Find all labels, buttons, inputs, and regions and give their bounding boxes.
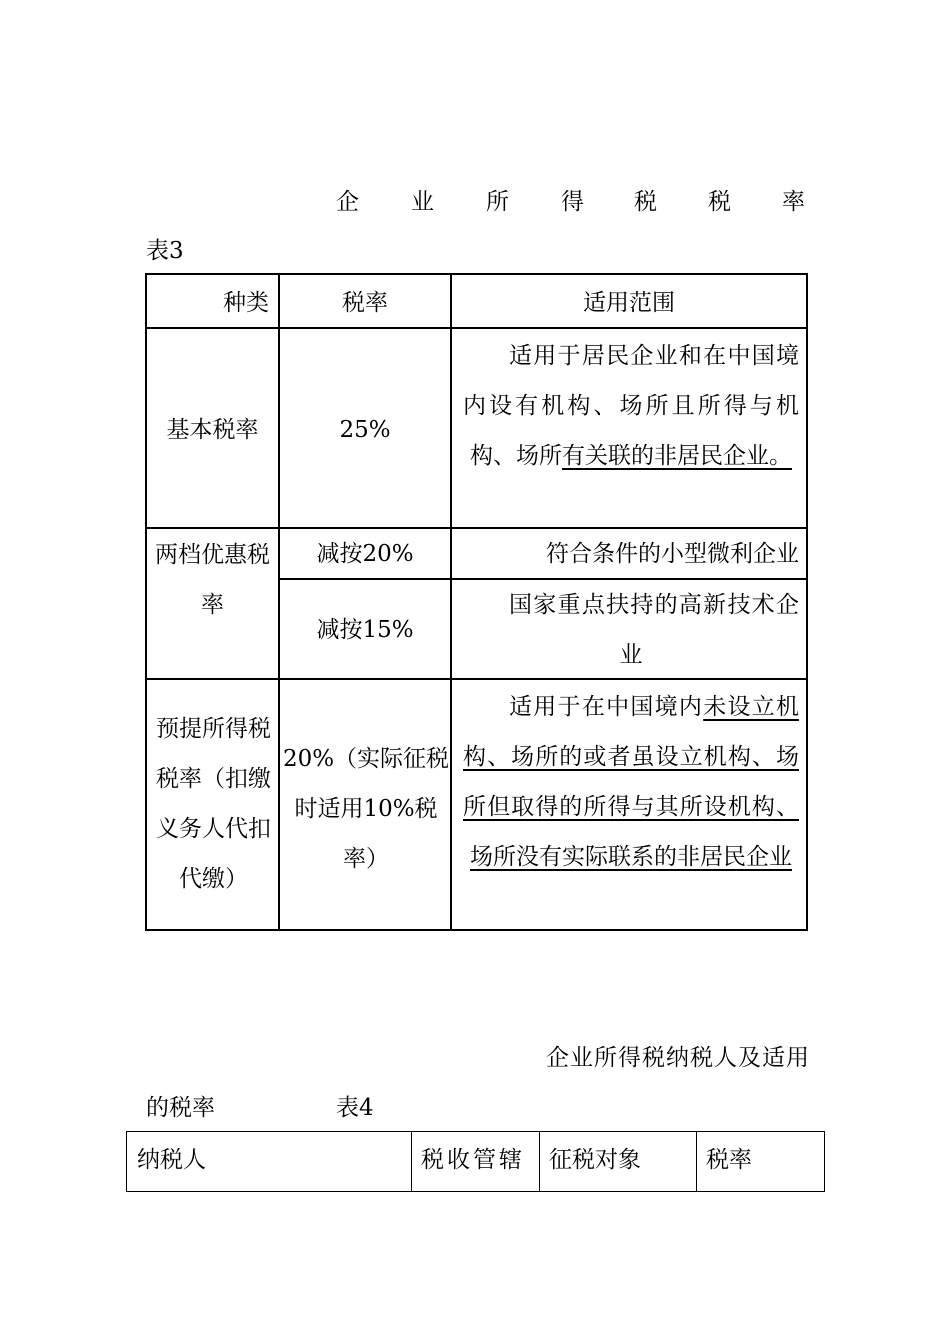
row2a-rate: 减按20% xyxy=(316,541,414,567)
row1-scope-underlined: 有关联的非居民企业。 xyxy=(562,443,792,469)
row1-scope-text: 适用于居民企业和在中国境内设有机构、场所且所得与机构、场所 xyxy=(463,343,799,469)
table3-title-char: 得 xyxy=(561,189,584,215)
row3-scope-underlined: 未设立机构、场所的或者虽设立机构、场所但取得的所得与其所设机构、场所没有实际联系的非居民企业 xyxy=(463,694,800,870)
header-tax-object: 征税对象 xyxy=(549,1147,641,1173)
table3-title-char: 税 xyxy=(708,189,731,215)
row1-scope xyxy=(463,331,799,481)
header-scope: 适用范围 xyxy=(583,290,675,316)
header-rate: 税率 xyxy=(706,1147,752,1173)
tax-rate-table xyxy=(145,273,808,931)
table3-title-char: 所 xyxy=(486,189,509,215)
column-divider xyxy=(278,275,280,929)
header-taxpayer: 纳税人 xyxy=(137,1147,206,1173)
row2b-rate: 减按15% xyxy=(316,617,414,643)
table4-label: 表4 xyxy=(336,1095,374,1121)
row3-type: 预提所得税税率（扣缴义务人代扣代缴） xyxy=(156,716,271,892)
column-divider xyxy=(539,1132,540,1191)
row2a-scope: 符合条件的小型微利企业 xyxy=(546,541,799,567)
table3-title-char: 率 xyxy=(782,189,805,215)
row3-scope xyxy=(463,682,799,882)
table3-title-char: 税 xyxy=(634,189,657,215)
row2-type: 两档优惠税率 xyxy=(155,542,270,618)
row1-rate: 25% xyxy=(339,417,391,443)
table3-title-char: 企 xyxy=(336,189,359,215)
table3-label: 表3 xyxy=(146,238,184,264)
row1-type: 基本税率 xyxy=(166,417,259,443)
header-jurisdiction: 税收管辖 xyxy=(421,1147,525,1173)
table4-title: 企业所得税纳税人及适用 xyxy=(546,1045,810,1071)
table3-title xyxy=(146,182,808,222)
header-type: 种类 xyxy=(223,290,269,316)
header-rate: 税率 xyxy=(342,290,388,316)
table3-title-char: 业 xyxy=(411,189,434,215)
row3-scope-text: 适用于在中国境内 xyxy=(509,694,704,720)
table4-title-continued: 的税率 xyxy=(146,1095,215,1121)
row3-rate: 20%（实际征税时适用10%税率） xyxy=(282,746,450,872)
taxpayer-table xyxy=(126,1131,825,1192)
row2b-scope: 国家重点扶持的高新技术企业 xyxy=(509,592,799,668)
column-divider xyxy=(411,1132,412,1191)
column-divider xyxy=(696,1132,697,1191)
